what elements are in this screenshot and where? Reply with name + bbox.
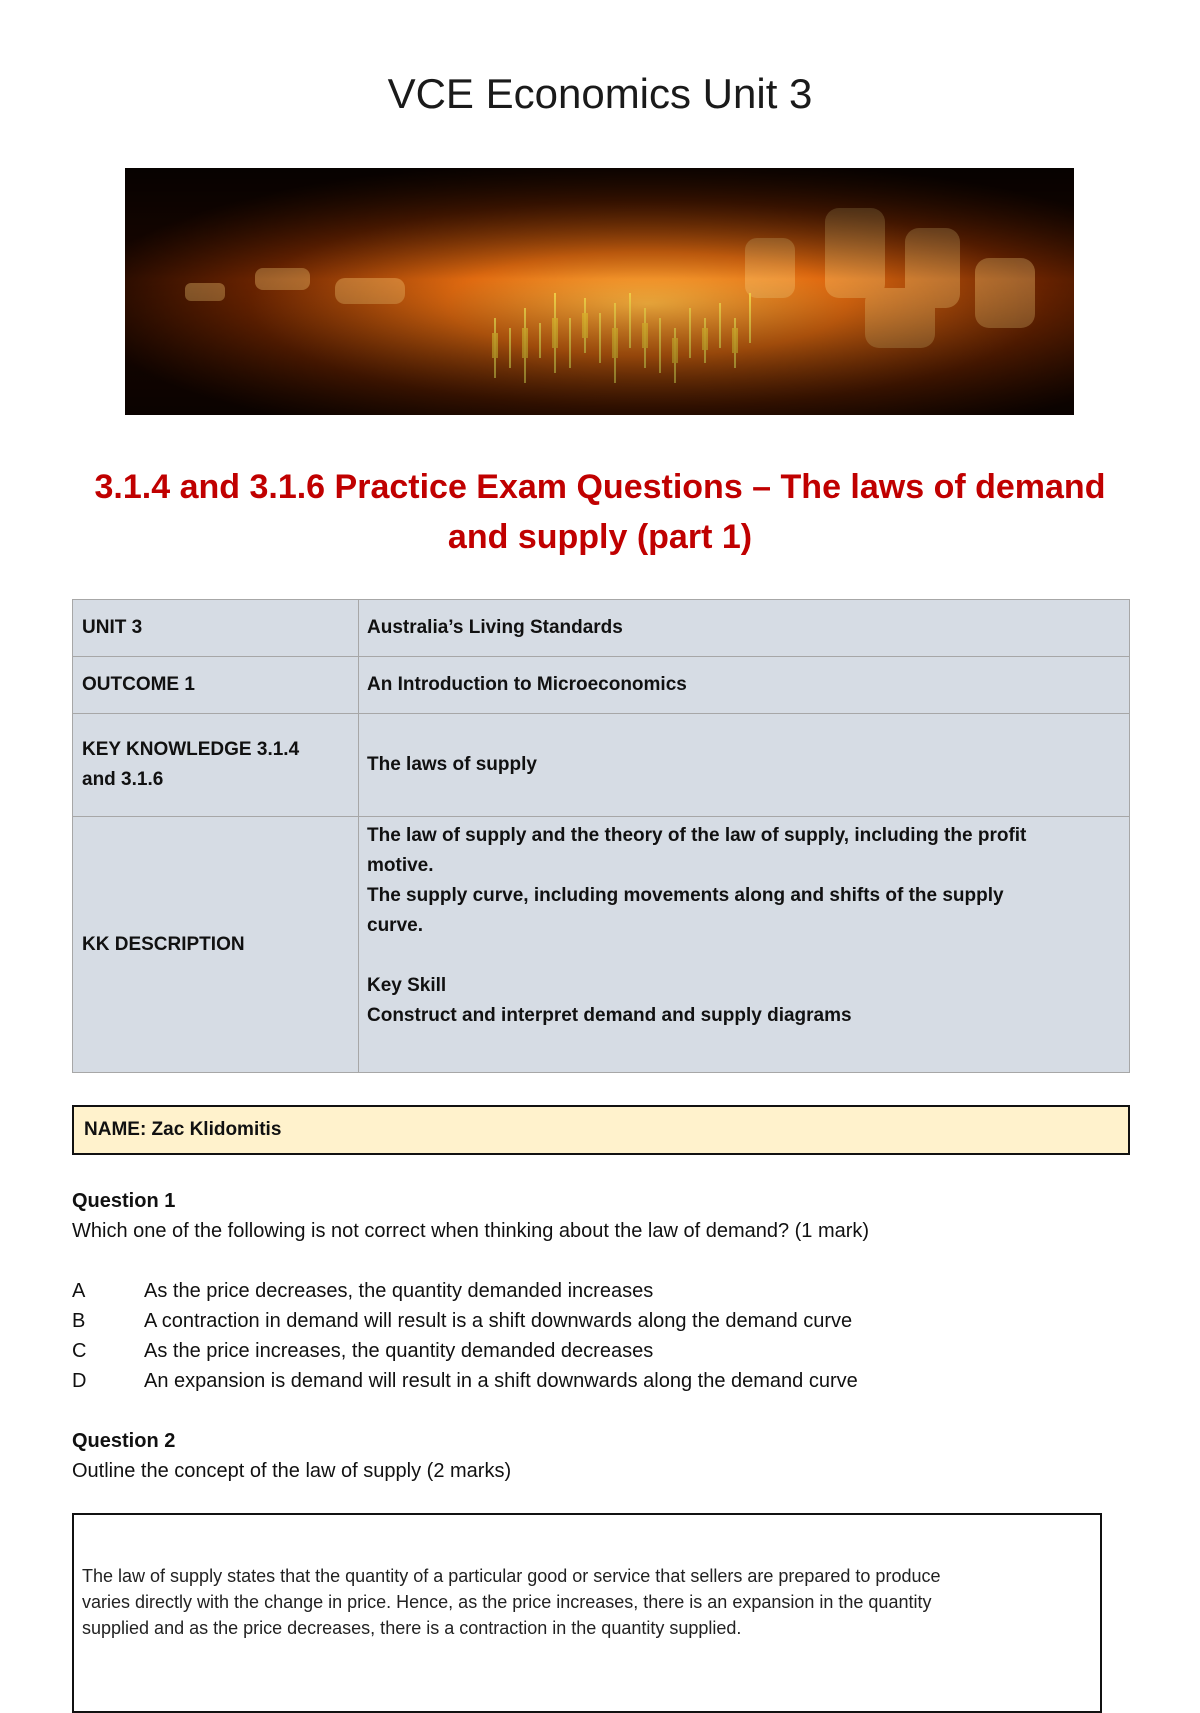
table-row <box>73 714 1130 817</box>
answer-line: The law of supply states that the quantity of a particular good or service that sellers are prepared to produce <box>82 1566 941 1586</box>
key-line: KEY KNOWLEDGE 3.1.4 <box>82 739 300 760</box>
question-2-answer-box[interactable] <box>72 1513 1102 1713</box>
info-table <box>72 599 1130 1073</box>
question-1 <box>72 1186 869 1246</box>
table-key-cell: UNIT 3 <box>73 600 359 657</box>
table-value-cell: Australia’s Living Standards <box>359 600 1130 657</box>
description-line: curve. <box>367 915 423 936</box>
table-row <box>73 600 1130 657</box>
option-letter: D <box>72 1370 87 1392</box>
question-1-title: Question 1 <box>72 1190 176 1212</box>
option-c[interactable] <box>72 1336 858 1366</box>
question-1-options <box>72 1276 858 1396</box>
option-text: An expansion is demand will result in a shift downwards along the demand curve <box>144 1370 858 1392</box>
worksheet-heading <box>70 462 1130 562</box>
description-line: motive. <box>367 855 434 876</box>
description-line: The law of supply and the theory of the law of supply, including the profit <box>367 825 1027 846</box>
heading-line-1: 3.1.4 and 3.1.6 Practice Exam Questions – The laws of demand <box>94 468 1106 506</box>
option-text: As the price decreases, the quantity demanded increases <box>144 1280 654 1302</box>
question-1-prompt: Which one of the following is not correct when thinking about the law of demand? (1 mark) <box>72 1220 870 1242</box>
table-key-cell <box>73 714 359 817</box>
table-value-cell: The laws of supply <box>359 714 1130 817</box>
table-key-cell: KK DESCRIPTION <box>73 817 359 1073</box>
student-name-field[interactable]: NAME: Zac Klidomitis <box>72 1105 1130 1155</box>
option-d[interactable] <box>72 1366 858 1396</box>
document-title: VCE Economics Unit 3 <box>387 70 813 117</box>
option-text: As the price increases, the quantity demanded decreases <box>144 1340 654 1362</box>
description-line: The supply curve, including movements along and shifts of the supply <box>367 885 1004 906</box>
table-key-cell: OUTCOME 1 <box>73 657 359 714</box>
answer-line: varies directly with the change in price. Hence, as the price increases, there is an expansion in the quantity <box>82 1592 932 1612</box>
option-a[interactable] <box>72 1276 858 1306</box>
description-line <box>367 941 1120 971</box>
kk-description-cell <box>359 817 1130 1073</box>
answer-line: supplied and as the price decreases, there is a contraction in the quantity supplied. <box>82 1618 742 1638</box>
heading-line-2: and supply (part 1) <box>447 518 753 556</box>
table-row <box>73 657 1130 714</box>
banner-image <box>125 168 1074 415</box>
key-line: and 3.1.6 <box>82 769 164 790</box>
question-2-prompt: Outline the concept of the law of supply (2 marks) <box>72 1460 512 1482</box>
option-letter: B <box>72 1310 86 1332</box>
table-value-cell: An Introduction to Microeconomics <box>359 657 1130 714</box>
option-letter: A <box>72 1280 86 1302</box>
question-2 <box>72 1426 511 1486</box>
option-letter: C <box>72 1340 87 1362</box>
option-text: A contraction in demand will result is a shift downwards along the demand curve <box>144 1310 853 1332</box>
table-row <box>73 817 1130 1073</box>
option-b[interactable] <box>72 1306 858 1336</box>
description-line: Construct and interpret demand and supply diagrams <box>367 1005 852 1026</box>
description-line: Key Skill <box>367 975 447 996</box>
question-2-title: Question 2 <box>72 1430 176 1452</box>
